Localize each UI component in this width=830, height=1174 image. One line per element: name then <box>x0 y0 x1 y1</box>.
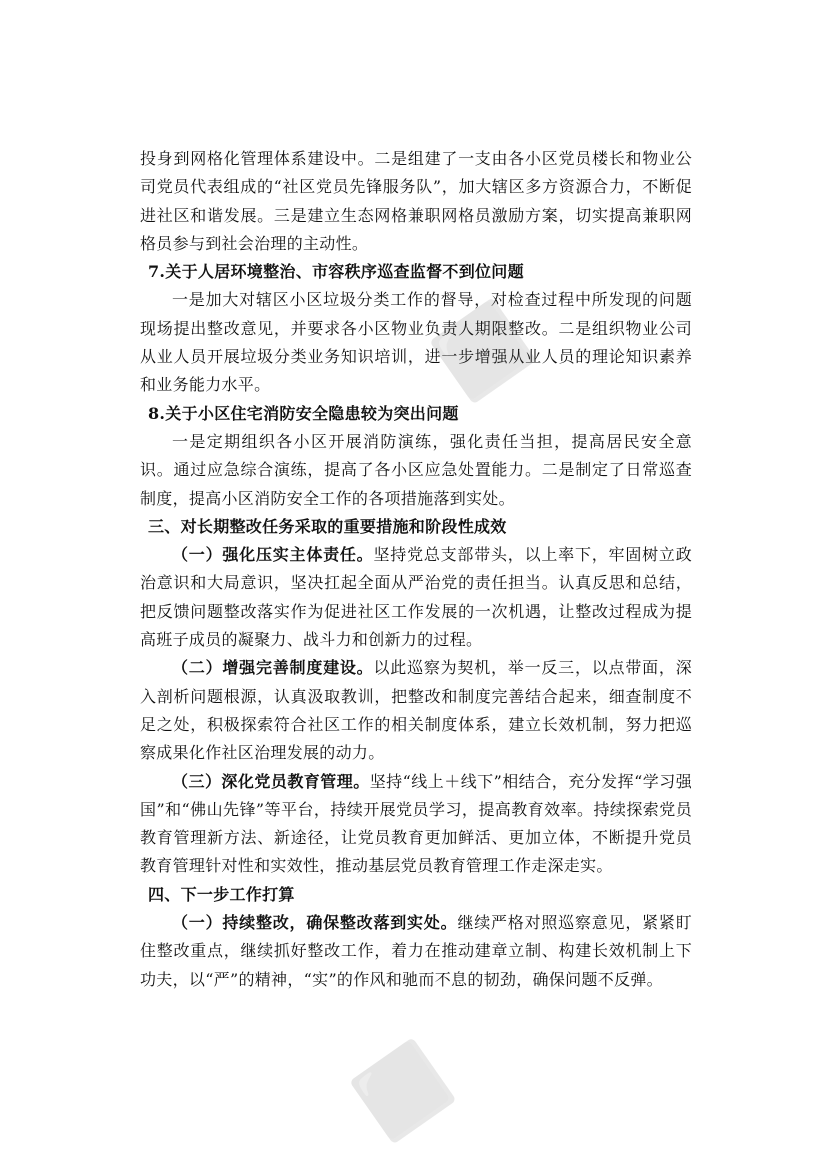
paragraph-3-3 <box>140 768 692 881</box>
lead-3-2: （二）增强完善制度建设。 <box>172 658 374 678</box>
lead-3-1: （一）强化压实主体责任。 <box>172 545 374 565</box>
text-3-3: 坚持“线上＋线下”相结合，充分发挥“学习强国”和“佛山先锋”等平台，持续开展党员学习，提高教育效率。持续探索党员教育管理新方法、新途径，让党员教育更加鲜活、更加立体，不断提升党员教育管理针对性和实效性，推动基层党员教育管理工作走深走实。 <box>140 771 692 876</box>
heading-item-8: 8.关于小区住宅消防安全隐患较为突出问题 <box>148 403 459 423</box>
section-4-title: 四、下一步工作打算 <box>148 884 295 904</box>
document-body <box>140 145 692 994</box>
section-3-title: 三、对长期整改任务采取的重要措施和阶段性成效 <box>148 516 507 536</box>
text-4-1: 继续严格对照巡察意见，紧紧盯住整改重点，继续抓好整改工作，着力在推动建章立制、构建长效机制上下功夫，以“严”的精神，“实”的作风和驰而不息的韧劲，确保问题不反弹。 <box>140 913 693 989</box>
lead-3-3: （三）深化党员教育管理。 <box>172 771 370 791</box>
paragraph-item-7: 一是加大对辖区小区垃圾分类工作的督导，对检查过程中所发现的问题现场提出整改意见，并要求各小区物业负责人期限整改。二是组织物业公司从业人员开展垃圾分类业务知识培训，进一步增强从业人员的理论知识素养和业务能力水平。 <box>140 290 692 395</box>
paragraph-3-1 <box>140 541 692 654</box>
paragraph-4-1 <box>140 909 692 994</box>
lead-4-1: （一）持续整改，确保整改落到实处。 <box>172 913 458 933</box>
paragraph-3-2 <box>140 654 692 767</box>
watermark-mark-bottom: ⬛ <box>344 1032 463 1150</box>
heading-item-7: 7.关于人居环境整治、市容秩序巡查监督不到位问题 <box>148 262 524 282</box>
paragraph-continuation: 投身到网格化管理体系建设中。二是组建了一支由各小区党员楼长和物业公司党员代表组成的“社区党员先锋服务队”，加大辖区多方资源合力，不断促进社区和谐发展。三是建立生态网格兼职网格员激励方案，切实提高兼职网格员参与到社会治理的主动性。 <box>140 149 692 253</box>
text-3-2: 以此巡察为契机，举一反三，以点带面，深入剖析问题根源，认真汲取教训，把整改和制度完善结合起来，细查制度不足之处，积极探索符合社区工作的相关制度体系，建立长效机制，努力把巡察成果化作社区治理发展的动力。 <box>140 658 692 763</box>
paragraph-item-8: 一是定期组织各小区开展消防演练，强化责任当担，提高居民安全意识。通过应急综合演练，提高了各小区应急处置能力。二是制定了日常巡查制度，提高小区消防安全工作的各项措施落到实处。 <box>140 431 692 508</box>
text-3-1: 坚持党总支部带头，以上率下，牢固树立政治意识和大局意识，坚决扛起全面从严治党的责任担当。认真反思和总结，把反馈问题整改落实作为促进社区工作发展的一次机遇，让整改过程成为提高班子成员的凝聚力、战斗力和创新力的过程。 <box>140 545 692 650</box>
watermark-mark-top: ⬛ <box>424 292 543 410</box>
